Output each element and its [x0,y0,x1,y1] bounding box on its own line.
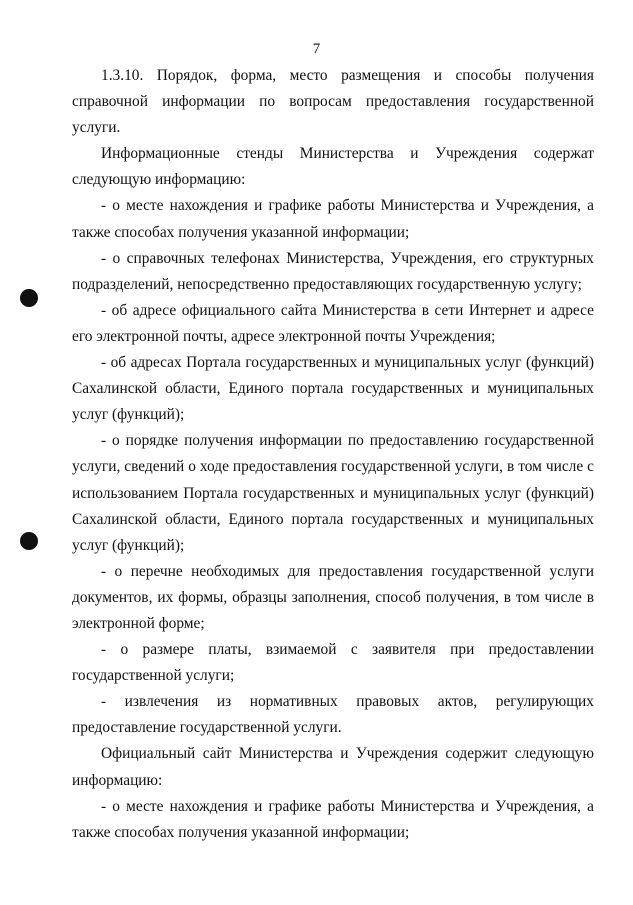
punch-hole-mark [20,532,38,550]
list-item: - о месте нахождения и графике работы Министерства и Учреждения, а также способах получения указанной информации; [72,797,594,841]
list-item: - о месте нахождения и графике работы Министерства и Учреждения, а также способах получения указанной информации; [72,197,594,241]
page-number: 7 [312,41,321,57]
list-item: - о порядке получения информации по предоставлению государственной услуги, сведений о ходе предоставления государственной услуги, в том числе с использованием Портала государственных и муниципальных услуг (функций) Сахалинской области, Единого портала государственных и муниципальных услуг (функций); [72,432,594,554]
list-item: - о перечне необходимых для предоставления государственной услуги документов, их формы, образцы заполнения, способ получения, в том числе в электронной форме; [72,562,594,632]
list-item: - извлечения из нормативных правовых актов, регулирующих предоставление государственной услуги. [72,693,594,737]
punch-hole-mark [20,289,38,307]
body-paragraph: Официальный сайт Министерства и Учреждения содержит следующую информацию: [72,745,594,789]
list-item: - о справочных телефонах Министерства, Учреждения, его структурных подразделений, непосредственно предоставляющих государственную услугу; [72,249,594,293]
body-paragraph: Информационные стенды Министерства и Учреждения содержат следующую информацию: [72,145,594,189]
list-item: - об адресе официального сайта Министерства в сети Интернет и адресе его электронной почты, адресе электронной почты Учреждения; [72,301,594,345]
list-item: - о размере платы, взимаемой с заявителя при предоставлении государственной услуги; [72,641,594,685]
list-item: - об адресах Портала государственных и муниципальных услуг (функций) Сахалинской области, Единого портала государственных и муниципальных услуг (функций); [72,354,594,424]
document-body [72,63,594,846]
section-heading-paragraph: 1.3.10. Порядок, форма, место размещения и способы получения справочной информации по вопросам предоставления государственной услуги. [72,67,594,137]
